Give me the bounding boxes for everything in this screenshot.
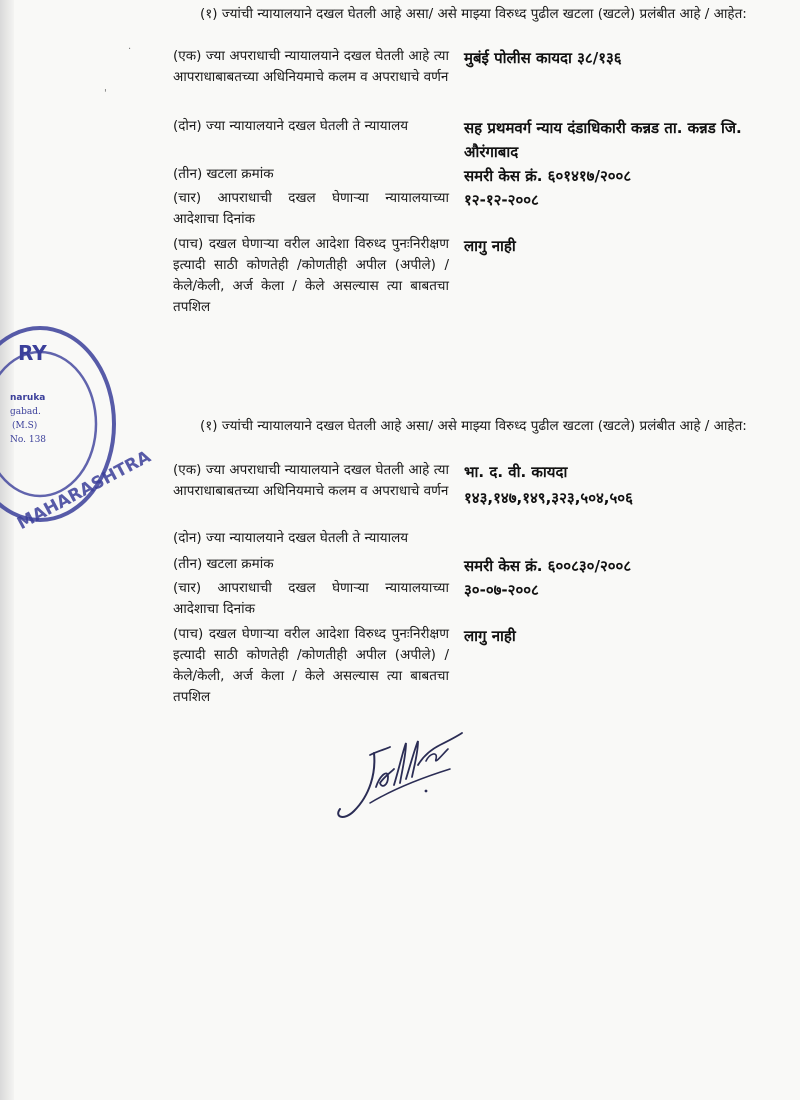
field-label: (चार) आपराधाची दखल घेणाऱ्या न्यायालयाच्या आदेशाचा दिनांक [173, 190, 449, 227]
stamp-inner-line: naruka [10, 393, 46, 403]
paper-mark: · [128, 44, 132, 55]
stamp-inner-line: gabad. [10, 407, 41, 417]
field-value: लागु नाही [464, 237, 516, 255]
stamp-inner-line: (M.S) [12, 421, 38, 431]
field-value: १२-१२-२००८ [464, 191, 539, 209]
field-value: भा. द. वी. कायदा [464, 463, 568, 481]
field-value: सह प्रथमवर्ग न्याय दंडाधिकारी कन्नड ता. कन्नड जि. औरंगाबाद [464, 119, 742, 161]
field-label: (पाच) दखल घेणाऱ्या वरील आदेशा विरुध्द पुनःनिरीक्षण इत्यादी साठी कोणतेही /कोणतीही अपील (अपीले) / केले/केली, अर्ज केला / केले असल्यास त्या बाबतचा तपशिल [173, 236, 449, 315]
field-label: (तीन) खटला क्रमांक [173, 166, 274, 182]
field-label: (पाच) दखल घेणाऱ्या वरील आदेशा विरुध्द पुनःनिरीक्षण इत्यादी साठी कोणतेही /कोणतीही अपील (अपीले) / केले/केली, अर्ज केला / केले असल्यास त्या बाबतचा तपशिल [173, 626, 449, 705]
field-value: ३०-०७-२००८ [464, 581, 539, 599]
stamp-text-top: RY [18, 341, 47, 365]
field-label: (चार) आपराधाची दखल घेणाऱ्या न्यायालयाच्या आदेशाचा दिनांक [173, 580, 449, 617]
page-edge-shadow [0, 0, 14, 1100]
field-label: (दोन) ज्या न्यायालयाने दखल घेतली ते न्यायालय [173, 530, 409, 546]
field-value: समरी केस क्रं. ६००८३०/२००८ [464, 557, 632, 575]
field-value: लागु नाही [464, 627, 516, 645]
field-label: (एक) ज्या अपराधाची न्यायालयाने दखल घेतली आहे त्या आपराधाबाबतच्या अधिनियमाचे कलम व अपराधाचे वर्णन [173, 48, 449, 85]
signature [330, 725, 470, 830]
case-intro: (१) ज्यांची न्यायालयाने दखल घेतली आहे असा/ असे माझ्या विरुध्द पुढील खटला (खटले) प्रलंबीत आहे / आहेत: [200, 418, 747, 434]
case-intro: (१) ज्यांची न्यायालयाने दखल घेतली आहे असा/ असे माझ्या विरुध्द पुढील खटला (खटले) प्रलंबीत आहे / आहेत: [200, 6, 747, 22]
stamp-inner-line: No. 138 [10, 435, 47, 445]
field-label: (तीन) खटला क्रमांक [173, 556, 274, 572]
paper-mark: ' [104, 88, 107, 99]
stamp-text-bottom: MAHARASHTRA [14, 446, 155, 535]
field-label: (एक) ज्या अपराधाची न्यायालयाने दखल घेतली आहे त्या आपराधाबाबतच्या अधिनियमाचे कलम व अपराधाचे वर्णन [173, 462, 449, 499]
field-value-sections: १४३,१४७,१४९,३२३,५०४,५०६ [464, 489, 633, 507]
field-value: समरी केस क्रं. ६०१४१७/२००८ [464, 167, 632, 185]
field-value: मुबंई पोलीस कायदा ३८/१३६ [464, 49, 622, 67]
official-stamp [0, 322, 155, 535]
field-label: (दोन) ज्या न्यायालयाने दखल घेतली ते न्यायालय [173, 118, 409, 134]
